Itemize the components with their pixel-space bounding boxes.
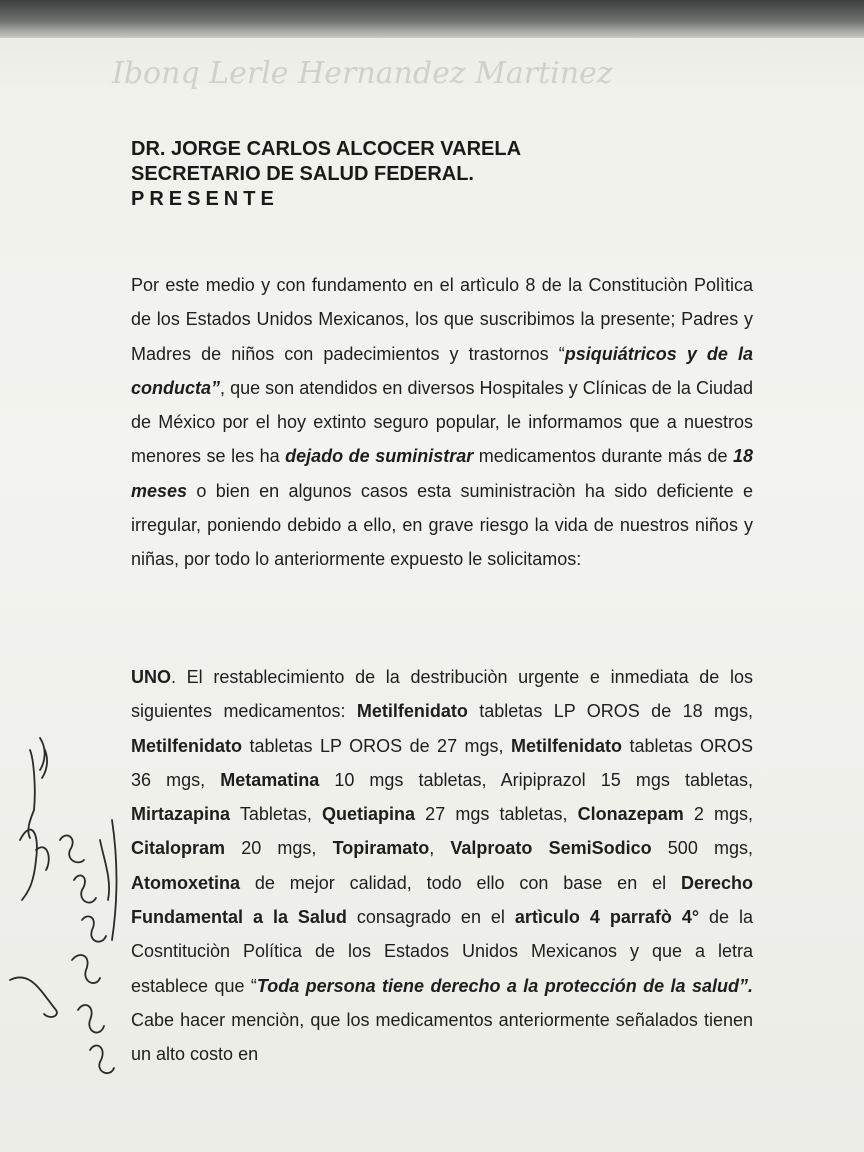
paragraph-intro: [131, 268, 753, 577]
medication-name: Atomoxetina: [131, 872, 241, 893]
presente-line: PRESENTE: [131, 188, 279, 210]
text-run: 20 mgs,: [225, 838, 333, 859]
text-run: tabletas LP OROS de 27 mgs,: [242, 735, 512, 756]
text-run: Tabletas,: [230, 804, 323, 825]
medication-name: Citalopram: [131, 838, 226, 859]
text-run: Cabe hacer menciòn, que los medicamentos anteriormente señalados tienen un alto costo en: [131, 1009, 753, 1065]
bold-italic-run: psiquiátricos y de la conducta”: [131, 343, 753, 398]
addressee-name: DR. JORGE CARLOS ALCOCER VARELA: [131, 138, 522, 160]
text-run: 500 mgs,: [651, 838, 753, 859]
handwritten-signature: [0, 720, 130, 1120]
medication-name: Metamatina: [220, 769, 320, 790]
medication-name: Valproato SemiSodico: [450, 838, 652, 859]
medication-name: Metilfenidato: [511, 735, 623, 756]
medication-name: Topiramato: [332, 838, 430, 859]
text-run: Por este medio y con fundamento en el artìculo 8 de la Constituciòn Polìtica de los Estados Unidos Mexicanos, los que suscribimos la presente; Padres y Madres de niños con padecimientos y trastornos “: [131, 275, 753, 364]
text-run: , que son atendidos en diversos Hospitales y Clínicas de la Ciudad de México por el hoy extinto seguro popular, le informamos que a nuestros menores se les ha: [131, 377, 753, 467]
photo-top-edge: [0, 0, 864, 38]
bold-italic-run: dejado de suministrar: [285, 446, 474, 467]
text-run: 10 mgs tabletas, Aripiprazol 15 mgs tabletas,: [319, 769, 753, 790]
bold-run: UNO: [131, 667, 171, 687]
text-run: consagrado en el: [346, 907, 515, 928]
medication-name: Mirtazapina: [131, 804, 231, 825]
paragraph-uno: [131, 660, 753, 1072]
bold-italic-run: 18 meses: [131, 446, 753, 501]
text-run: o bien en algunos casos esta suministraciòn ha sido deficiente e irregular, poniendo debido a ello, en grave riesgo la vida de nuestros niños y niñas, por todo lo anteriormente expuesto le solicitamos:: [131, 480, 753, 570]
text-run: ,: [429, 838, 451, 859]
text-run: tabletas OROS 36 mgs,: [131, 735, 753, 790]
medication-name: Metilfenidato: [131, 735, 242, 756]
text-run: de la Cosntituciòn Política de los Estados Unidos Mexicanos y que a letra establece que “: [131, 907, 753, 996]
text-run: 2 mgs,: [683, 804, 753, 825]
text-run: medicamentos durante más de: [473, 446, 733, 467]
medication-name: Clonazepam: [577, 804, 684, 825]
addressee-title: SECRETARIO DE SALUD FEDERAL.: [131, 163, 474, 185]
text-run: 27 mgs tabletas,: [415, 804, 578, 825]
text-run: de mejor calidad, todo ello con base en el: [240, 872, 681, 893]
bold-italic-quote: Toda persona tiene derecho a la protección de la salud”.: [256, 975, 753, 996]
bold-run: artìculo 4 parrafò 4°: [514, 907, 700, 928]
medication-name: Quetiapina: [322, 804, 416, 825]
addressee-header: [131, 137, 521, 212]
ghost-show-through-text: Ibonq Lerle Hernandez Martinez: [112, 56, 613, 91]
bold-run: Derecho Fundamental a la Salud: [131, 872, 753, 928]
medication-name: Metilfenidato: [356, 701, 468, 722]
text-run: tabletas LP OROS de 18 mgs,: [467, 701, 754, 722]
text-run: . El restablecimiento de la destribuciòn urgente e inmediata de los siguientes medicamentos:: [131, 667, 753, 722]
